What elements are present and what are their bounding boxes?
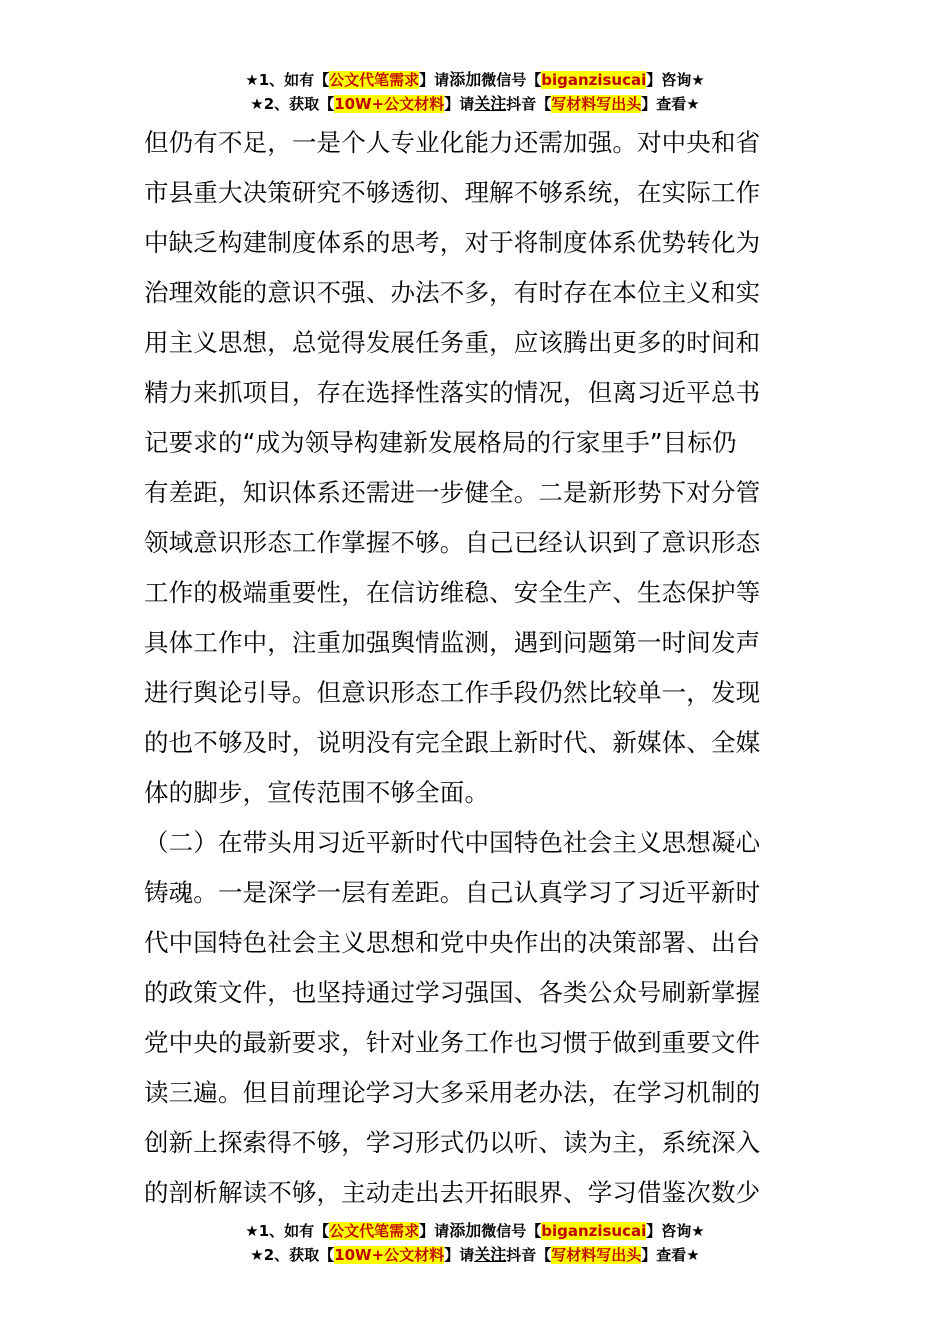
text-line: 但仍有不足，一是个人专业化能力还需加强。对中央和省	[144, 128, 761, 157]
banner-text: 抖音【	[506, 1246, 552, 1264]
text-line: 创新上探索得不够，学习形式仍以听、读为主，系统深入	[144, 1128, 761, 1157]
banner-text: ★1、如有【	[245, 1222, 330, 1240]
text-line: 具体工作中，注重加强舆情监测，遇到问题第一时间发声	[144, 628, 761, 657]
banner-text: ★2、获取【	[250, 95, 335, 113]
text-line: 党中央的最新要求，针对业务工作也习惯于做到重要文件	[144, 1028, 761, 1057]
text-line: 中缺乏构建制度体系的思考，对于将制度体系优势转化为	[144, 228, 761, 257]
banner-highlight: 公文代笔需求	[329, 1222, 420, 1240]
text-line: 代中国特色社会主义思想和党中央作出的决策部署、出台	[144, 928, 761, 957]
text-line: 读三遍。但目前理论学习大多采用老办法，在学习机制的	[144, 1078, 761, 1107]
text-line: 用主义思想，总觉得发展任务重，应该腾出更多的时间和	[144, 328, 761, 357]
banner-text: 】查看★	[641, 95, 700, 113]
text-line: 体的脚步，宣传范围不够全面。	[144, 778, 490, 807]
banner-highlight: 10W+公文材料	[334, 1246, 445, 1264]
banner-emphasis: 添加	[449, 1221, 482, 1240]
banner-highlight: 公文代笔需求	[329, 71, 420, 89]
banner-douyin-id: 写材料写出头	[551, 95, 642, 113]
text-line: 的剖析解读不够，主动走出去开拓眼界、学习借鉴次数少	[144, 1178, 761, 1207]
banner-emphasis: 关注	[474, 1245, 507, 1264]
banner-text: 】请	[444, 1246, 475, 1264]
banner-text: 微信号【	[481, 71, 542, 89]
header-banner	[0, 68, 950, 116]
document-body	[144, 118, 808, 1218]
banner-line-1	[0, 68, 950, 92]
text-line: 精力来抓项目，存在选择性落实的情况，但离习近平总书	[144, 378, 761, 407]
banner-wechat-id: biganzisucai	[541, 1222, 647, 1240]
text-line: （二）在带头用习近平新时代中国特色社会主义思想凝心	[144, 828, 761, 857]
banner-text: ★2、获取【	[250, 1246, 335, 1264]
text-line: 工作的极端重要性，在信访维稳、安全生产、生态保护等	[144, 578, 761, 607]
text-line: 有差距，知识体系还需进一步健全。二是新形势下对分管	[144, 478, 761, 507]
text-line: 的政策文件，也坚持通过学习强国、各类公众号刷新掌握	[144, 978, 761, 1007]
text-line: 铸魂。一是深学一层有差距。自己认真学习了习近平新时	[144, 878, 761, 907]
banner-douyin-id: 写材料写出头	[551, 1246, 642, 1264]
banner-text: 微信号【	[481, 1222, 542, 1240]
banner-text: ★1、如有【	[245, 71, 330, 89]
banner-text: 】查看★	[641, 1246, 700, 1264]
banner-line-2	[0, 1243, 950, 1267]
banner-text: 】咨询★	[646, 1222, 705, 1240]
banner-emphasis: 关注	[474, 94, 507, 113]
banner-line-1	[0, 1219, 950, 1243]
banner-text: 】咨询★	[646, 71, 705, 89]
text-line: 记要求的“成为领导构建新发展格局的行家里手”目标仍	[144, 428, 737, 457]
banner-text: 抖音【	[506, 95, 552, 113]
text-line: 的也不够及时，说明没有完全跟上新时代、新媒体、全媒	[144, 728, 761, 757]
text-line: 市县重大决策研究不够透彻、理解不够系统，在实际工作	[144, 178, 761, 207]
banner-line-2	[0, 92, 950, 116]
footer-banner	[0, 1219, 950, 1267]
banner-emphasis: 添加	[449, 70, 482, 89]
text-line: 进行舆论引导。但意识形态工作手段仍然比较单一，发现	[144, 678, 761, 707]
banner-highlight: 10W+公文材料	[334, 95, 445, 113]
banner-text: 】请	[419, 1222, 450, 1240]
text-line: 领域意识形态工作掌握不够。自己已经认识到了意识形态	[144, 528, 761, 557]
text-line: 治理效能的意识不强、办法不多，有时存在本位主义和实	[144, 278, 761, 307]
banner-text: 】请	[444, 95, 475, 113]
banner-wechat-id: biganzisucai	[541, 71, 647, 89]
banner-text: 】请	[419, 71, 450, 89]
